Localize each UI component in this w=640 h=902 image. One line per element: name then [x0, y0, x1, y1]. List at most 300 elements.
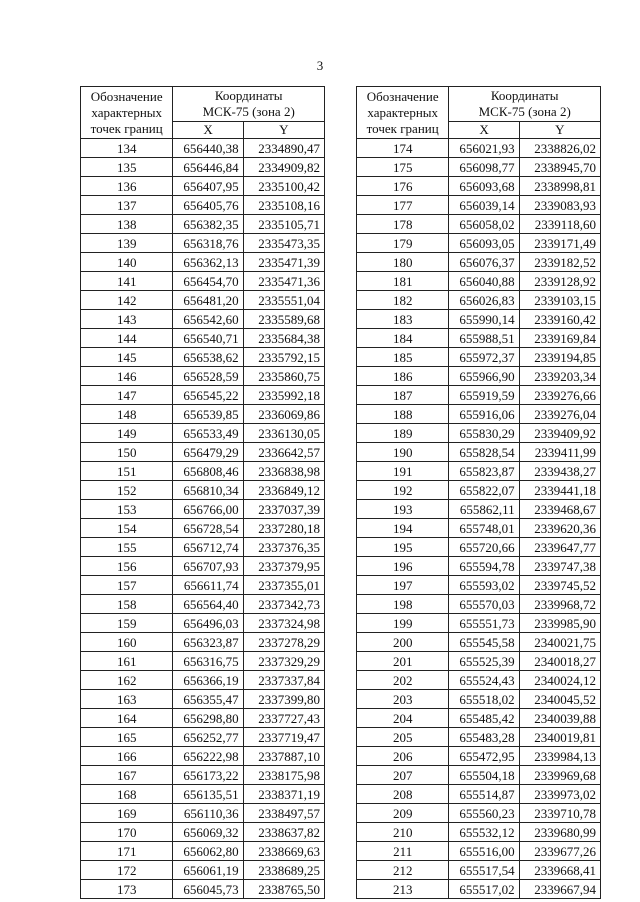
point-id-cell: 147 [81, 386, 173, 405]
y-cell: 2339411,99 [519, 443, 600, 462]
x-cell: 656316,75 [173, 652, 243, 671]
x-column-header: X [449, 122, 519, 139]
table-row [81, 747, 325, 766]
coordinates-header-line: МСК-75 (зона 2) [202, 104, 295, 119]
table-row [357, 481, 601, 500]
y-cell: 2339083,93 [519, 196, 600, 215]
y-cell: 2339667,94 [519, 880, 600, 899]
point-id-cell: 183 [357, 310, 449, 329]
table-row [357, 139, 601, 158]
y-cell: 2340021,75 [519, 633, 600, 652]
table-row [81, 462, 325, 481]
table-row [81, 215, 325, 234]
table-row [81, 595, 325, 614]
x-cell: 656069,32 [173, 823, 243, 842]
table-row [81, 196, 325, 215]
x-cell: 656222,98 [173, 747, 243, 766]
point-id-cell: 200 [357, 633, 449, 652]
x-cell: 656808,46 [173, 462, 243, 481]
x-cell: 655532,12 [449, 823, 519, 842]
point-id-cell: 205 [357, 728, 449, 747]
point-id-cell: 202 [357, 671, 449, 690]
x-cell: 656093,68 [449, 177, 519, 196]
x-cell: 656298,80 [173, 709, 243, 728]
point-id-cell: 212 [357, 861, 449, 880]
y-cell: 2336838,98 [243, 462, 324, 481]
y-cell: 2339169,84 [519, 329, 600, 348]
point-id-cell: 148 [81, 405, 173, 424]
point-id-cell: 194 [357, 519, 449, 538]
point-id-cell: 175 [357, 158, 449, 177]
x-cell: 656355,47 [173, 690, 243, 709]
point-id-cell: 199 [357, 614, 449, 633]
table-row [357, 329, 601, 348]
point-id-cell: 173 [81, 880, 173, 899]
point-id-cell: 134 [81, 139, 173, 158]
y-cell: 2340018,27 [519, 652, 600, 671]
point-id-cell: 185 [357, 348, 449, 367]
point-id-cell: 152 [81, 481, 173, 500]
x-cell: 656093,05 [449, 234, 519, 253]
y-cell: 2338497,57 [243, 804, 324, 823]
point-id-cell: 153 [81, 500, 173, 519]
table-row [357, 709, 601, 728]
y-cell: 2334909,82 [243, 158, 324, 177]
x-cell: 656440,38 [173, 139, 243, 158]
point-id-cell: 159 [81, 614, 173, 633]
x-cell: 656252,77 [173, 728, 243, 747]
table-row [357, 519, 601, 538]
x-cell: 655748,01 [449, 519, 519, 538]
table-row [81, 424, 325, 443]
point-id-cell: 182 [357, 291, 449, 310]
x-column-header: X [173, 122, 243, 139]
coordinates-header [173, 87, 325, 122]
y-cell: 2337355,01 [243, 576, 324, 595]
y-cell: 2337324,98 [243, 614, 324, 633]
table-row [81, 481, 325, 500]
point-id-cell: 168 [81, 785, 173, 804]
y-cell: 2338371,19 [243, 785, 324, 804]
point-id-cell: 136 [81, 177, 173, 196]
x-cell: 656058,02 [449, 215, 519, 234]
y-cell: 2335471,39 [243, 253, 324, 272]
x-cell: 656454,70 [173, 272, 243, 291]
table-row [357, 557, 601, 576]
y-cell: 2337342,73 [243, 595, 324, 614]
y-cell: 2337887,10 [243, 747, 324, 766]
y-cell: 2339409,92 [519, 424, 600, 443]
table-row [81, 538, 325, 557]
table-row [357, 405, 601, 424]
x-cell: 655517,02 [449, 880, 519, 899]
point-id-cell: 142 [81, 291, 173, 310]
y-cell: 2336069,86 [243, 405, 324, 424]
table-row [357, 576, 601, 595]
x-cell: 655514,87 [449, 785, 519, 804]
point-id-cell: 196 [357, 557, 449, 576]
point-id-cell: 145 [81, 348, 173, 367]
designation-header-line: Обозначение [90, 88, 163, 104]
point-id-cell: 138 [81, 215, 173, 234]
x-cell: 656076,37 [449, 253, 519, 272]
y-cell: 2335589,68 [243, 310, 324, 329]
x-cell: 656062,80 [173, 842, 243, 861]
table-row [357, 861, 601, 880]
y-cell: 2340024,12 [519, 671, 600, 690]
table-row [81, 253, 325, 272]
y-cell: 2339194,85 [519, 348, 600, 367]
y-cell: 2337719,47 [243, 728, 324, 747]
y-cell: 2339103,15 [519, 291, 600, 310]
x-cell: 655545,58 [449, 633, 519, 652]
x-cell: 656810,34 [173, 481, 243, 500]
table-row [81, 234, 325, 253]
y-cell: 2335105,71 [243, 215, 324, 234]
y-cell: 2338998,81 [519, 177, 600, 196]
y-cell: 2339710,78 [519, 804, 600, 823]
table-row [81, 386, 325, 405]
y-cell: 2337379,95 [243, 557, 324, 576]
x-cell: 655551,73 [449, 614, 519, 633]
y-cell: 2335992,18 [243, 386, 324, 405]
x-cell: 655822,07 [449, 481, 519, 500]
table-row [81, 842, 325, 861]
y-cell: 2335684,38 [243, 329, 324, 348]
y-cell: 2339203,34 [519, 367, 600, 386]
y-cell: 2338669,63 [243, 842, 324, 861]
designation-header-line: характерных [91, 104, 163, 120]
x-cell: 656728,54 [173, 519, 243, 538]
table-row [357, 158, 601, 177]
table-row [81, 272, 325, 291]
point-id-cell: 143 [81, 310, 173, 329]
y-cell: 2339441,18 [519, 481, 600, 500]
x-cell: 655919,59 [449, 386, 519, 405]
y-cell: 2337376,35 [243, 538, 324, 557]
point-id-cell: 155 [81, 538, 173, 557]
x-cell: 656021,93 [449, 139, 519, 158]
coordinates-header-line: Координаты [490, 88, 559, 103]
table-row [357, 633, 601, 652]
x-cell: 656061,19 [173, 861, 243, 880]
y-cell: 2339745,52 [519, 576, 600, 595]
y-cell: 2338637,82 [243, 823, 324, 842]
x-cell: 656707,93 [173, 557, 243, 576]
table-row [357, 785, 601, 804]
y-cell: 2340045,52 [519, 690, 600, 709]
point-id-cell: 176 [357, 177, 449, 196]
x-cell: 656405,76 [173, 196, 243, 215]
table-row [81, 614, 325, 633]
table-body-left [81, 139, 325, 899]
x-cell: 655990,14 [449, 310, 519, 329]
point-id-cell: 186 [357, 367, 449, 386]
point-id-cell: 206 [357, 747, 449, 766]
point-id-cell: 139 [81, 234, 173, 253]
y-cell: 2338826,02 [519, 139, 600, 158]
table-row [81, 329, 325, 348]
table-row [357, 348, 601, 367]
x-cell: 655593,02 [449, 576, 519, 595]
y-cell: 2339468,67 [519, 500, 600, 519]
point-id-cell: 197 [357, 576, 449, 595]
point-id-cell: 209 [357, 804, 449, 823]
table-row [357, 367, 601, 386]
table-row [81, 443, 325, 462]
y-cell: 2339182,52 [519, 253, 600, 272]
table-row [81, 576, 325, 595]
x-cell: 655525,39 [449, 652, 519, 671]
point-id-cell: 163 [81, 690, 173, 709]
designation-header-line: точек границ [90, 120, 163, 136]
y-cell: 2339680,99 [519, 823, 600, 842]
point-id-cell: 190 [357, 443, 449, 462]
point-id-cell: 184 [357, 329, 449, 348]
x-cell: 656564,40 [173, 595, 243, 614]
table-row [81, 519, 325, 538]
y-cell: 2337337,84 [243, 671, 324, 690]
point-id-cell: 181 [357, 272, 449, 291]
x-cell: 655916,06 [449, 405, 519, 424]
x-cell: 655862,11 [449, 500, 519, 519]
x-cell: 656766,00 [173, 500, 243, 519]
y-cell: 2339969,68 [519, 766, 600, 785]
x-cell: 656026,83 [449, 291, 519, 310]
y-cell: 2335473,35 [243, 234, 324, 253]
table-row [81, 652, 325, 671]
y-cell: 2339276,66 [519, 386, 600, 405]
x-cell: 655524,43 [449, 671, 519, 690]
x-cell: 655472,95 [449, 747, 519, 766]
point-id-cell: 165 [81, 728, 173, 747]
table-row [357, 842, 601, 861]
point-id-cell: 167 [81, 766, 173, 785]
y-cell: 2336849,12 [243, 481, 324, 500]
table-row [81, 139, 325, 158]
table-row [81, 671, 325, 690]
y-cell: 2337280,18 [243, 519, 324, 538]
y-cell: 2338175,98 [243, 766, 324, 785]
x-cell: 656545,22 [173, 386, 243, 405]
y-cell: 2339677,26 [519, 842, 600, 861]
table-row [81, 367, 325, 386]
table-row [357, 766, 601, 785]
x-cell: 655823,87 [449, 462, 519, 481]
table-row [357, 652, 601, 671]
table-row [81, 709, 325, 728]
table-row [81, 880, 325, 899]
table-row [357, 177, 601, 196]
y-cell: 2335551,04 [243, 291, 324, 310]
x-cell: 655828,54 [449, 443, 519, 462]
designation-header-line: Обозначение [366, 88, 439, 104]
y-cell: 2335108,16 [243, 196, 324, 215]
y-cell: 2339985,90 [519, 614, 600, 633]
y-cell: 2338945,70 [519, 158, 600, 177]
x-cell: 655972,37 [449, 348, 519, 367]
y-cell: 2336130,05 [243, 424, 324, 443]
point-id-cell: 195 [357, 538, 449, 557]
table-row [357, 443, 601, 462]
point-id-cell: 198 [357, 595, 449, 614]
point-id-cell: 211 [357, 842, 449, 861]
x-cell: 655720,66 [449, 538, 519, 557]
table-row [357, 500, 601, 519]
x-cell: 656611,74 [173, 576, 243, 595]
y-cell: 2339160,42 [519, 310, 600, 329]
point-id-cell: 160 [81, 633, 173, 652]
y-cell: 2339968,72 [519, 595, 600, 614]
point-id-cell: 213 [357, 880, 449, 899]
x-cell: 655570,03 [449, 595, 519, 614]
x-cell: 656479,29 [173, 443, 243, 462]
table-row [81, 500, 325, 519]
x-cell: 655966,90 [449, 367, 519, 386]
point-id-cell: 135 [81, 158, 173, 177]
point-id-cell: 154 [81, 519, 173, 538]
point-id-cell: 192 [357, 481, 449, 500]
x-cell: 656173,22 [173, 766, 243, 785]
point-id-cell: 146 [81, 367, 173, 386]
x-cell: 656496,03 [173, 614, 243, 633]
table-row [81, 633, 325, 652]
y-cell: 2335471,36 [243, 272, 324, 291]
x-cell: 656382,35 [173, 215, 243, 234]
coordinates-header-line: МСК-75 (зона 2) [478, 104, 571, 119]
table-row [81, 158, 325, 177]
x-cell: 656362,13 [173, 253, 243, 272]
x-cell: 656407,95 [173, 177, 243, 196]
x-cell: 656539,85 [173, 405, 243, 424]
table-row [357, 291, 601, 310]
y-cell: 2339128,92 [519, 272, 600, 291]
x-cell: 656481,20 [173, 291, 243, 310]
table-row [357, 196, 601, 215]
table-row [357, 234, 601, 253]
y-cell: 2334890,47 [243, 139, 324, 158]
table-row [81, 348, 325, 367]
x-cell: 656366,19 [173, 671, 243, 690]
point-id-cell: 189 [357, 424, 449, 443]
point-id-cell: 203 [357, 690, 449, 709]
table-row [357, 804, 601, 823]
coordinates-header [449, 87, 601, 122]
point-id-cell: 177 [357, 196, 449, 215]
table-row [81, 766, 325, 785]
table-row [81, 291, 325, 310]
point-id-cell: 150 [81, 443, 173, 462]
y-cell: 2339620,36 [519, 519, 600, 538]
table-row [357, 538, 601, 557]
table-row [357, 690, 601, 709]
table-row [357, 614, 601, 633]
table-row [357, 310, 601, 329]
designation-header-line: характерных [367, 104, 439, 120]
y-column-header: Y [519, 122, 600, 139]
point-id-cell: 188 [357, 405, 449, 424]
x-cell: 655483,28 [449, 728, 519, 747]
y-cell: 2339438,27 [519, 462, 600, 481]
x-cell: 655830,29 [449, 424, 519, 443]
point-id-cell: 158 [81, 595, 173, 614]
table-row [357, 728, 601, 747]
x-cell: 656045,73 [173, 880, 243, 899]
y-cell: 2340039,88 [519, 709, 600, 728]
point-id-cell: 178 [357, 215, 449, 234]
x-cell: 656135,51 [173, 785, 243, 804]
x-cell: 655560,23 [449, 804, 519, 823]
designation-header [81, 87, 173, 139]
table-row [81, 405, 325, 424]
point-id-cell: 208 [357, 785, 449, 804]
y-cell: 2336642,57 [243, 443, 324, 462]
point-id-cell: 210 [357, 823, 449, 842]
y-cell: 2340019,81 [519, 728, 600, 747]
x-cell: 656039,14 [449, 196, 519, 215]
table-row [357, 462, 601, 481]
y-cell: 2335100,42 [243, 177, 324, 196]
x-cell: 655518,02 [449, 690, 519, 709]
x-cell: 656040,88 [449, 272, 519, 291]
y-cell: 2339668,41 [519, 861, 600, 880]
x-cell: 656540,71 [173, 329, 243, 348]
point-id-cell: 137 [81, 196, 173, 215]
designation-header [357, 87, 449, 139]
table-row [357, 747, 601, 766]
x-cell: 656528,59 [173, 367, 243, 386]
table-row [357, 253, 601, 272]
x-cell: 656098,77 [449, 158, 519, 177]
table-row [81, 177, 325, 196]
point-id-cell: 179 [357, 234, 449, 253]
y-cell: 2338689,25 [243, 861, 324, 880]
table-row [357, 671, 601, 690]
y-cell: 2335860,75 [243, 367, 324, 386]
table-row [81, 823, 325, 842]
point-id-cell: 161 [81, 652, 173, 671]
table-body-right [357, 139, 601, 899]
x-cell: 656110,36 [173, 804, 243, 823]
y-cell: 2339276,04 [519, 405, 600, 424]
x-cell: 656446,84 [173, 158, 243, 177]
point-id-cell: 156 [81, 557, 173, 576]
point-id-cell: 174 [357, 139, 449, 158]
point-id-cell: 169 [81, 804, 173, 823]
designation-header-line: точек границ [366, 120, 439, 136]
point-id-cell: 140 [81, 253, 173, 272]
y-cell: 2337037,39 [243, 500, 324, 519]
table-row [357, 215, 601, 234]
x-cell: 655517,54 [449, 861, 519, 880]
y-cell: 2337727,43 [243, 709, 324, 728]
point-id-cell: 166 [81, 747, 173, 766]
y-cell: 2339647,77 [519, 538, 600, 557]
point-id-cell: 170 [81, 823, 173, 842]
y-cell: 2339973,02 [519, 785, 600, 804]
point-id-cell: 207 [357, 766, 449, 785]
y-cell: 2339747,38 [519, 557, 600, 576]
page-number: 3 [316, 58, 324, 73]
x-cell: 655485,42 [449, 709, 519, 728]
point-id-cell: 191 [357, 462, 449, 481]
point-id-cell: 201 [357, 652, 449, 671]
x-cell: 656533,49 [173, 424, 243, 443]
table-row [81, 557, 325, 576]
point-id-cell: 171 [81, 842, 173, 861]
y-cell: 2337329,29 [243, 652, 324, 671]
y-cell: 2339984,13 [519, 747, 600, 766]
